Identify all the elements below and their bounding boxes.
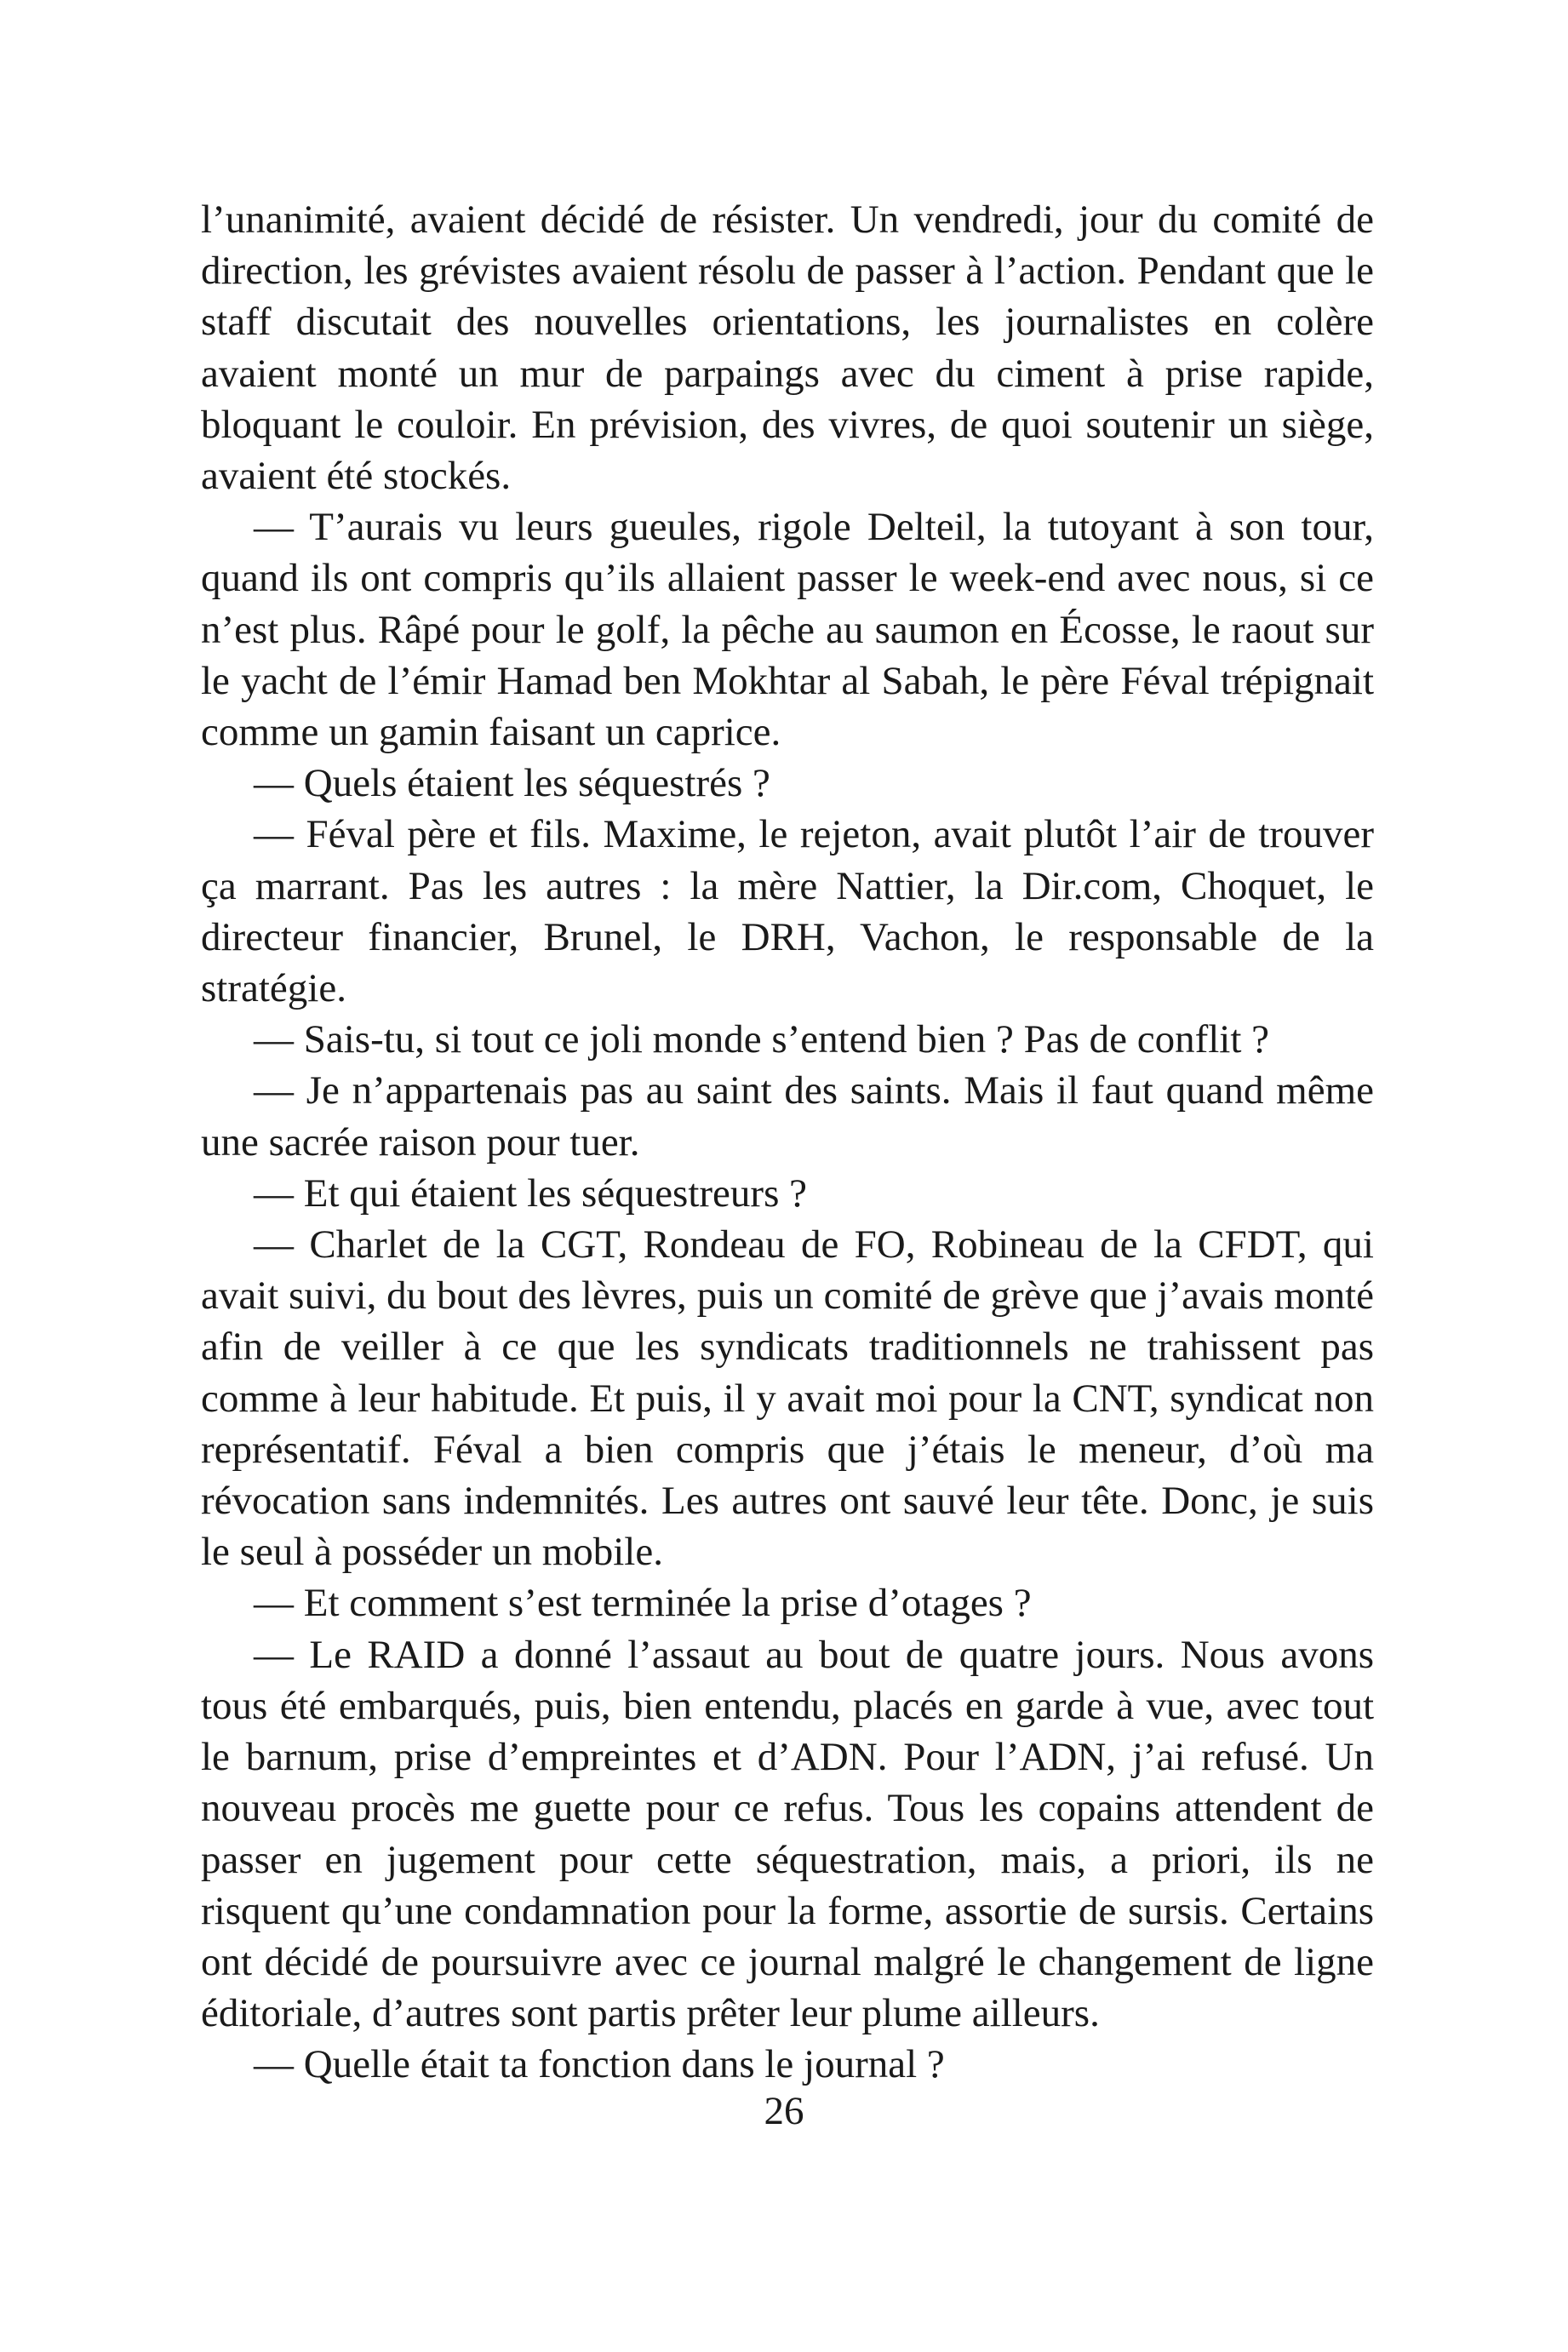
dialogue-paragraph: — Et comment s’est terminée la prise d’otages ? <box>254 1581 1032 1626</box>
body-text <box>201 194 1374 2091</box>
dialogue-paragraph: — Quelle était ta fonction dans le journal ? <box>254 2042 945 2087</box>
dialogue-paragraph: — Sais-tu, si tout ce joli monde s’entend bien ? Pas de conflit ? <box>254 1017 1270 1062</box>
dialogue-paragraph: — Et qui étaient les séquestreurs ? <box>254 1170 807 1216</box>
dialogue-paragraph: — Féval père et fils. Maxime, le rejeton, avait plutôt l’air de trouver ça marrant. Pas les autres : la mère Nattier, la Dir.com, Choquet, le directeur financier, Brunel, le DRH, Vachon, le responsable de la stratégie. <box>201 812 1374 1011</box>
dialogue-paragraph: — Charlet de la CGT, Rondeau de FO, Robineau de la CFDT, qui avait suivi, du bout des lèvres, puis un comité de grève que j’avais monté afin de veiller à ce que les syndicats traditionnels ne trahissent pas comme à leur habitude. Et puis, il y avait moi pour la CNT, syndicat non représentatif. Féval a bien compris que j’étais le meneur, d’où ma révocation sans indemnités. Les autres ont sauvé leur tête. Donc, je suis le seul à posséder un mobile. <box>201 1222 1374 1575</box>
page-number: 26 <box>764 2089 804 2133</box>
dialogue-paragraph: — Le RAID a donné l’assaut au bout de quatre jours. Nous avons tous été embarqués, puis, bien entendu, placés en garde à vue, avec tout le barnum, prise d’empreintes et d’ADN. Pour l’ADN, j’ai refusé. Un nouveau procès me guette pour ce refus. Tous les copains attendent de passer en jugement pour cette séquestration, mais, a priori, ils ne risquent qu’une condamnation pour la forme, assortie de sursis. Certains ont décidé de poursuivre avec ce journal malgré le changement de ligne éditoriale, d’autres sont partis prêter leur plume ailleurs. <box>201 1632 1374 2036</box>
dialogue-paragraph: — T’aurais vu leurs gueules, rigole Delteil, la tutoyant à son tour, quand ils ont compris qu’ils allaient passer le week-end avec nous, si ce n’est plus. Râpé pour le golf, la pêche au saumon en Écosse, le raout sur le yacht de l’émir Hamad ben Mokhtar al Sabah, le père Féval trépignait comme un gamin faisant un caprice. <box>201 505 1374 755</box>
dialogue-paragraph: — Je n’appartenais pas au saint des saints. Mais il faut quand même une sacrée raison pour tuer. <box>201 1068 1374 1165</box>
paragraph-continuation: l’unanimité, avaient décidé de résister. Un vendredi, jour du comité de direction, les grévistes avaient résolu de passer à l’action. Pendant que le staff discutait des nouvelles orientations, les journalistes en colère avaient monté un mur de parpaings avec du ciment à prise rapide, bloquant le couloir. En prévision, des vivres, de quoi soutenir un siège, avaient été stockés. <box>201 197 1374 499</box>
dialogue-paragraph: — Quels étaient les séquestrés ? <box>254 761 770 806</box>
